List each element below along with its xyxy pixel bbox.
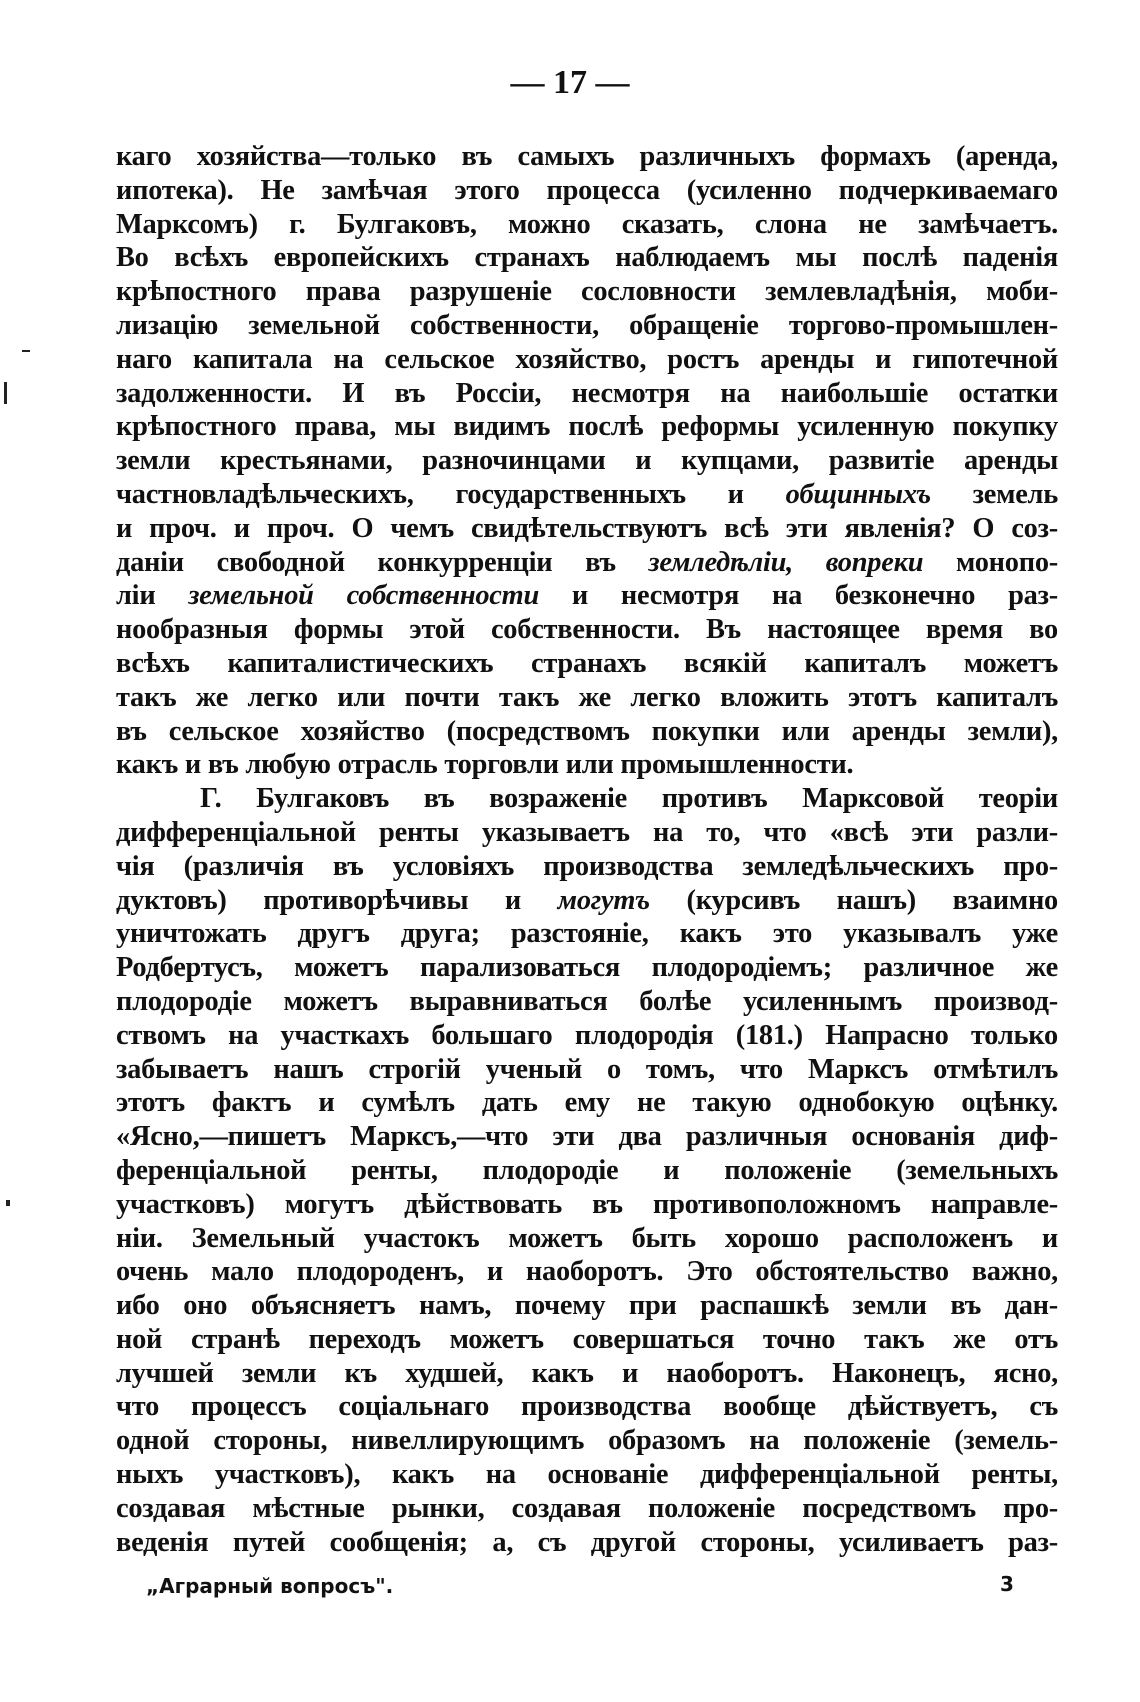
text-line bbox=[116, 546, 1058, 580]
text-line: Родбертусъ, можетъ парализоваться плодородіемъ; различное же bbox=[116, 952, 1058, 984]
text-line: всѣхъ капиталистическихъ странахъ всякій капиталъ можетъ bbox=[116, 647, 1058, 679]
text-line bbox=[116, 478, 1058, 512]
text-line: Г. Булгаковъ въ возраженіе противъ Марксовой теоріи bbox=[200, 783, 1058, 815]
text-line: что процессъ соціальнаго производства вообще дѣйствуетъ, съ bbox=[116, 1391, 1058, 1423]
text-line: Марксомъ) г. Булгаковъ, можно сказать, слона не замѣчаетъ. bbox=[116, 208, 1058, 240]
italic-emphasis: общинныхъ bbox=[785, 478, 931, 510]
italic-emphasis: земледѣліи, вопреки bbox=[648, 546, 924, 578]
text-run: (курсивъ нашъ) взаимно bbox=[649, 884, 1058, 916]
footer-sheet-number: 3 bbox=[1000, 1572, 1014, 1596]
italic-emphasis: земельной собственности bbox=[188, 580, 540, 612]
margin-dash-mark bbox=[22, 350, 30, 352]
italic-emphasis: могутъ bbox=[557, 884, 650, 916]
page-number: — 17 — bbox=[510, 64, 630, 101]
text-line: дифференціальной ренты указываетъ на то, что «всѣ эти разли- bbox=[116, 816, 1058, 848]
text-line: лизацію земельной собственности, обращеніе торгово-промышлен- bbox=[116, 309, 1058, 341]
text-line: какъ и въ любую отрасль торговли или промышленности. bbox=[116, 749, 854, 781]
text-line: этотъ фактъ и сумѣлъ дать ему не такую однобокую оцѣнку. bbox=[116, 1087, 1058, 1119]
text-line: задолженности. И въ Россіи, несмотря на наибольшіе остатки bbox=[116, 377, 1058, 409]
text-line: создавая мѣстные рынки, создавая положеніе посредствомъ про- bbox=[116, 1492, 1058, 1524]
text-line: веденія путей сообщенія; а, съ другой стороны, усиливаетъ раз- bbox=[116, 1526, 1058, 1558]
text-line: забываетъ нашъ строгій ученый о томъ, что Марксъ отмѣтилъ bbox=[116, 1053, 1058, 1085]
text-line: плодородіе можетъ выравниваться болѣе усиленнымъ производ- bbox=[116, 985, 1058, 1017]
text-line: въ сельское хозяйство (посредствомъ покупки или аренды земли), bbox=[116, 715, 1058, 747]
text-line: нообразныя формы этой собственности. Въ настоящее время во bbox=[116, 614, 1058, 646]
text-line: ніи. Земельный участокъ можетъ быть хорошо расположенъ и bbox=[116, 1222, 1058, 1254]
text-line: ференціальной ренты, плодородіе и положеніе (земельныхъ bbox=[116, 1154, 1058, 1186]
text-line: чія (различія въ условіяхъ производства земледѣльческихъ про- bbox=[116, 850, 1058, 882]
text-run: дуктовъ) противорѣчивы и bbox=[116, 884, 558, 916]
text-line: «Ясно,—пишетъ Марксъ,—что эти два различныя основанія диф- bbox=[116, 1121, 1058, 1153]
margin-bracket-mark bbox=[4, 382, 7, 404]
text-line bbox=[116, 884, 1058, 918]
text-line: крѣпостного права, мы видимъ послѣ реформы усиленную покупку bbox=[116, 411, 1058, 443]
text-line: крѣпостного права разрушеніе сословности землевладѣнія, моби- bbox=[116, 276, 1058, 308]
margin-dot-mark bbox=[6, 1200, 10, 1206]
text-line: и проч. и проч. О чемъ свидѣтельствуютъ всѣ эти явленія? О соз- bbox=[116, 512, 1058, 544]
text-line: ипотека). Не замѣчая этого процесса (усиленно подчеркиваемаго bbox=[116, 174, 1058, 206]
text-line: участковъ) могутъ дѣйствовать въ противоположномъ направле- bbox=[116, 1188, 1058, 1220]
text-line: уничтожать другъ друга; разстояніе, какъ это указывалъ уже bbox=[116, 918, 1058, 950]
text-line: ной странѣ переходъ можетъ совершаться точно такъ же отъ bbox=[116, 1323, 1058, 1355]
text-line: ствомъ на участкахъ большаго плодородія (181.) Напрасно только bbox=[116, 1019, 1058, 1051]
text-line: лучшей земли къ худшей, какъ и наоборотъ. Наконецъ, ясно, bbox=[116, 1357, 1058, 1389]
text-line: ибо оно объясняетъ намъ, почему при распашкѣ земли въ дан- bbox=[116, 1290, 1058, 1322]
text-line bbox=[116, 579, 1058, 613]
footer-book-signature: „Аграрный вопросъ". bbox=[146, 1574, 394, 1598]
text-run: монопо- bbox=[923, 546, 1058, 578]
body-text bbox=[116, 140, 1058, 1559]
text-line: Во всѣхъ европейскихъ странахъ наблюдаемъ мы послѣ паденія bbox=[116, 242, 1058, 274]
text-line: земли крестьянами, разночинцами и купцами, развитіе аренды bbox=[116, 445, 1058, 477]
text-line: очень мало плодороденъ, и наоборотъ. Это обстоятельство важно, bbox=[116, 1256, 1058, 1288]
text-line: такъ же легко или почти такъ же легко вложить этотъ капиталъ bbox=[116, 681, 1058, 713]
text-line: наго капитала на сельское хозяйство, ростъ аренды и гипотечной bbox=[116, 343, 1058, 375]
text-run: земель bbox=[930, 478, 1058, 510]
text-run: ліи bbox=[116, 580, 189, 612]
text-run: и несмотря на безконечно раз- bbox=[539, 580, 1058, 612]
text-line: одной стороны, нивеллирующимъ образомъ на положеніе (земель- bbox=[116, 1425, 1058, 1457]
text-run: частновладѣльческихъ, государственныхъ и bbox=[116, 478, 786, 510]
text-line: ныхъ участковъ), какъ на основаніе дифференціальной ренты, bbox=[116, 1459, 1058, 1491]
text-line: каго хозяйства—только въ самыхъ различныхъ формахъ (аренда, bbox=[116, 141, 1058, 172]
text-run: даніи свободной конкурренціи въ bbox=[116, 546, 649, 578]
